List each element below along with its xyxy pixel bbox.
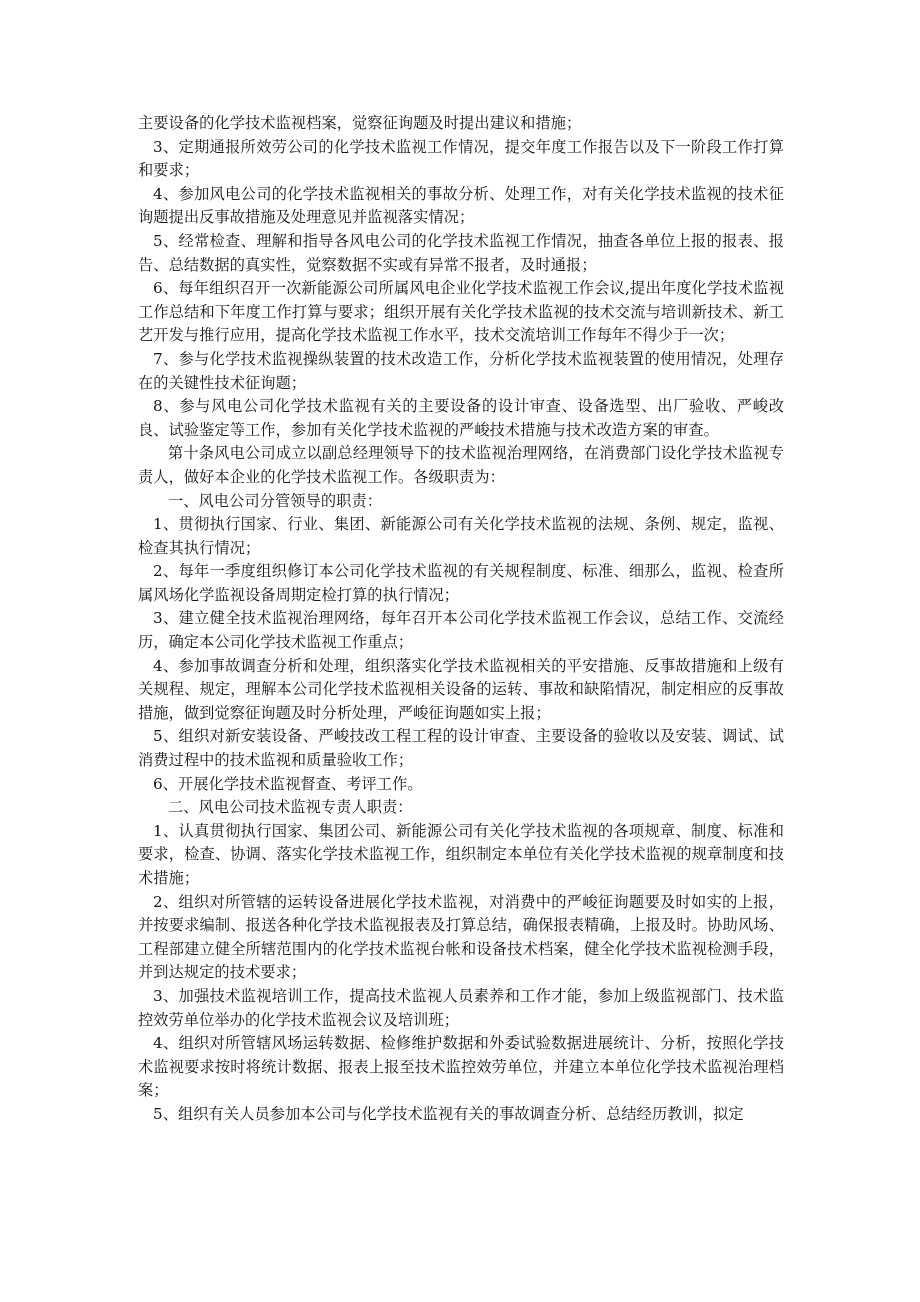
paragraph: 第十条风电公司成立以副总经理领导下的技术监视治理网络，在消费部门设化学技术监视专责人，做好本企业的化学技术监视工作。各级职责为： [138, 444, 784, 486]
paragraph: 5、组织对新安装设备、严峻技改工程工程的设计审查、主要设备的验收以及安装、调试、试消费过程中的技术监视和质量验收工作； [138, 727, 784, 770]
paragraph: 5、经常检查、理解和指导各风电公司的化学技术监视工作情况，抽查各单位上报的报表、报告、总结数据的真实性，觉察数据不实或有异常不报者，及时通报； [138, 231, 784, 274]
paragraph: 4、参加风电公司的化学技术监视相关的事故分析、处理工作，对有关化学技术监视的技术征询题提出反事故措施及处理意见并监视落实情况； [138, 184, 784, 227]
paragraph: 6、开展化学技术监视督查、考评工作。 [153, 774, 423, 793]
paragraph: 7、参与化学技术监视操纵装置的技术改造工作，分析化学技术监视装置的使用情况，处理存在的关键性技术征询题； [138, 349, 784, 392]
paragraph: 1、认真贯彻执行国家、集团公司、新能源公司有关化学技术监视的各项规章、制度、标准和要求，检查、协调、落实化学技术监视工作，组织制定本单位有关化学技术监视的规章制度和技术措施； [138, 821, 784, 887]
document-body [138, 112, 784, 1127]
paragraph: 3、建立健全技术监视治理网络，每年召开本公司化学技术监视工作会议，总结工作、交流经历，确定本公司化学技术监视工作重点； [138, 609, 784, 652]
paragraph: 2、组织对所管辖的运转设备进展化学技术监视，对消费中的严峻征询题要及时如实的上报，并按要求编制、报送各种化学技术监视报表及打算总结，确保报表精确，上报及时。协助风场、工程部建立健全所辖范围内的化学技术监视台帐和设备技术档案，健全化学技术监视检测手段，并到达规定的技术要求； [138, 892, 784, 982]
paragraph: 3、加强技术监视培训工作，提高技术监视人员素养和工作才能，参加上级监视部门、技术监控效劳单位举办的化学技术监视会议及培训班； [138, 986, 784, 1029]
paragraph: 5、组织有关人员参加本公司与化学技术监视有关的事故调查分析、总结经历教训，拟定 [153, 1104, 744, 1123]
paragraph: 4、组织对所管辖风场运转数据、检修维护数据和外委试验数据进展统计、分析，按照化学技术监视要求按时将统计数据、报表上报至技术监控效劳单位，并建立本单位化学技术监视治理档案； [138, 1034, 784, 1100]
paragraph: 6、每年组织召开一次新能源公司所属风电企业化学技术监视工作会议,提出年度化学技术监视工作总结和下年度工作打算与要求；组织开展有关化学技术监视的技术交流与培训新技术、新工艺开发与推行应用，提高化学技术监视工作水平，技术交流培训工作每年不得少于一次； [138, 279, 784, 345]
paragraph: 3、定期通报所效劳公司的化学技术监视工作情况，提交年度工作报告以及下一阶段工作打算和要求； [138, 137, 784, 180]
paragraph: 4、参加事故调查分析和处理，组织落实化学技术监视相关的平安措施、反事故措施和上级有关规程、规定，理解本公司化学技术监视相关设备的运转、事故和缺陷情况，制定相应的反事故措施，做到觉察征询题及时分析处理，严峻征询题如实上报； [138, 656, 784, 722]
paragraph: 一、风电公司分管领导的职责： [168, 491, 383, 510]
paragraph: 主要设备的化学技术监视档案，觉察征询题及时提出建议和措施； [138, 114, 582, 132]
paragraph: 二、风电公司技术监视专责人职责： [168, 798, 413, 817]
paragraph: 2、每年一季度组织修订本公司化学技术监视的有关规程制度、标准、细那么，监视、检查所属风场化学监视设备周期定检打算的执行情况； [138, 562, 784, 604]
paragraph: 1、贯彻执行国家、行业、集团、新能源公司有关化学技术监视的法规、条例、规定，监视、检查其执行情况； [138, 515, 784, 557]
paragraph: 8、参与风电公司化学技术监视有关的主要设备的设计审查、设备选型、出厂验收、严峻改良、试验鉴定等工作，参加有关化学技术监视的严峻技术措施与技术改造方案的审查。 [138, 397, 784, 439]
